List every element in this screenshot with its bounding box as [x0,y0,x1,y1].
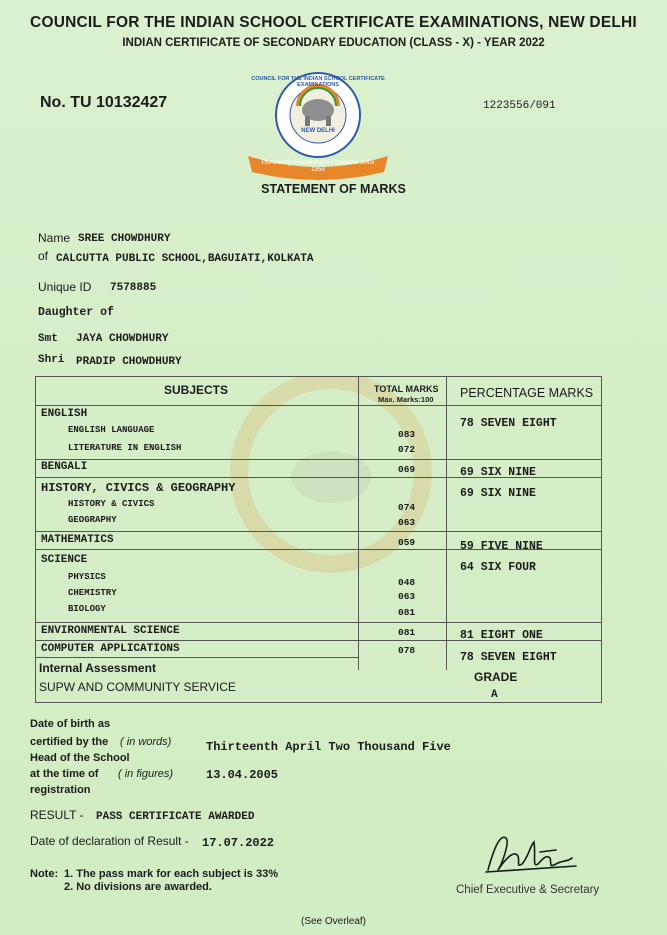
dob-label-2: certified by the [30,736,109,748]
col-percentage-header: PERCENTAGE MARKS [460,386,594,400]
col-total-subheader: Max. Marks:100 [378,395,434,404]
signature-icon [480,828,590,878]
internal-subject: SUPW AND COMMUNITY SERVICE [39,680,236,694]
unique-id-label: Unique ID [38,280,92,294]
unique-id: 7578885 [110,282,157,294]
marks-mathematics: 059 [398,537,416,548]
declaration-label: Date of declaration of Result - [30,834,189,848]
pct-bengali: 69 SIX NINE [460,466,536,479]
subpaper-literature: LITERATURE IN ENGLISH [68,443,182,453]
subject-bengali: BENGALI [41,461,88,473]
subpaper-english-language: ENGLISH LANGUAGE [68,425,155,435]
subpaper-biology: BIOLOGY [68,604,106,614]
subject-environmental: ENVIRONMENTAL SCIENCE [41,625,180,637]
grade-label: GRADE [474,670,518,684]
grade-value: A [491,689,498,701]
note-2: 2. No divisions are awarded. [64,881,212,893]
exam-subheading: INDIAN CERTIFICATE OF SECONDARY EDUCATION (CLASS - X) - YEAR 2022 [122,37,545,49]
declaration-date: 17.07.2022 [202,836,275,850]
marks-table [35,376,602,703]
relation-label: Daughter of [38,306,114,319]
note-1: 1. The pass mark for each subject is 33% [64,868,278,880]
marks-biology: 081 [398,607,416,618]
subject-english: ENGLISH [41,408,88,420]
mother-name: JAYA CHOWDHURY [76,333,169,345]
subpaper-physics: PHYSICS [68,572,106,582]
marks-geography: 063 [398,517,416,528]
dob-label-3: Head of the School [30,752,130,764]
seal-ring-text: COUNCIL FOR THE INDIAN SCHOOL CERTIFICATE EXAMINATIONS [251,76,385,88]
marks-environmental: 081 [398,627,416,638]
pct-computer: 78 SEVEN EIGHT [460,651,557,664]
result-value: PASS CERTIFICATE AWARDED [96,811,255,823]
pct-environmental: 81 EIGHT ONE [460,629,543,642]
subpaper-chemistry: CHEMISTRY [68,588,117,598]
pct-science: 64 SIX FOUR [460,561,536,574]
pct-history: 69 SIX NINE [460,487,536,500]
result-label: RESULT - [30,808,84,822]
see-overleaf: (See Overleaf) [300,916,367,927]
subject-mathematics: MATHEMATICS [41,534,114,546]
marks-computer: 078 [398,645,416,656]
dob-in-words: Thirteenth April Two Thousand Five [206,740,451,754]
col-total-header: TOTAL MARKS [374,384,439,394]
subject-science: SCIENCE [41,554,88,566]
marks-literature: 072 [398,444,416,455]
seal-ribbon-text: Pioneering Excellence in Education since 1958 [261,159,375,173]
statement-title: STATEMENT OF MARKS [261,182,406,196]
dob-label-5: registration [30,784,91,796]
school-name: CALCUTTA PUBLIC SCHOOL,BAGUIATI,KOLKATA [56,253,314,265]
marks-chemistry: 063 [398,591,416,602]
dob-label-4: at the time of [30,768,99,780]
marks-history-civics: 074 [398,502,416,513]
of-label: of [38,249,49,263]
pct-mathematics: 59 FIVE NINE [460,540,543,553]
council-seal [238,70,398,180]
pct-english: 78 SEVEN EIGHT [460,417,557,430]
council-heading: COUNCIL FOR THE INDIAN SCHOOL CERTIFICATE EXAMINATIONS, NEW DELHI [30,14,637,31]
marks-physics: 048 [398,577,416,588]
dob-in-figures: 13.04.2005 [206,768,279,782]
name-label: Name [38,231,71,245]
marks-english-language: 083 [398,429,416,440]
internal-assessment-label: Internal Assessment [39,661,156,675]
subject-history: HISTORY, CIVICS & GEOGRAPHY [41,481,236,495]
certificate-number: No. TU 10132427 [40,94,168,111]
father-label: Shri [38,354,65,366]
dob-label-1: Date of birth as [30,718,111,730]
father-name: PRADIP CHOWDHURY [76,356,182,368]
subject-computer: COMPUTER APPLICATIONS [41,643,180,655]
note-label: Note: [30,868,59,880]
mother-label: Smt [38,333,58,345]
dob-words-paren: ( in words) [120,736,172,748]
signatory-title: Chief Executive & Secretary [456,884,600,896]
seal-center-text: NEW DELHI [301,128,335,134]
col-subjects-header: SUBJECTS [164,383,229,397]
subpaper-history-civics: HISTORY & CIVICS [68,499,155,509]
dob-figures-paren: ( in figures) [118,768,174,780]
serial-number: 1223556/091 [483,100,556,112]
student-name: SREE CHOWDHURY [78,233,171,245]
marks-bengali: 069 [398,464,416,475]
subpaper-geography: GEOGRAPHY [68,515,117,525]
